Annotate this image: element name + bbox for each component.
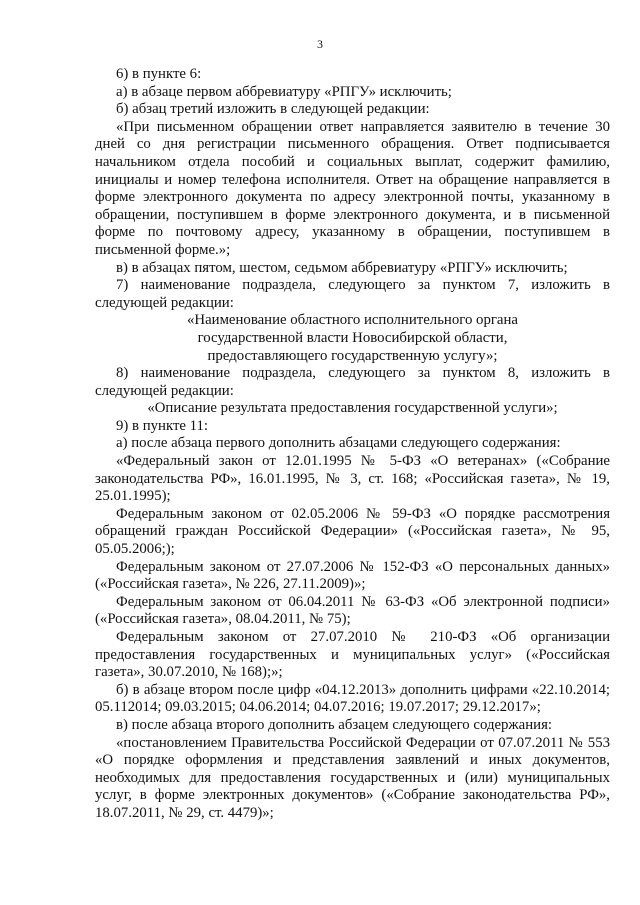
paragraph-law-public-services: Федеральным законом от 27.07.2010 № 210-ФЗ «Об организации предоставления государственных и муниципальных услуг» («Российская газета», 30.07.2010, № 168);»; xyxy=(95,629,610,681)
subsection-heading-result: «Описание результата предоставления государственной услуги»; xyxy=(147,400,558,417)
paragraph-law-e-signature: Федеральным законом от 06.04.2011 № 63-ФЗ «Об электронной подписи» («Российская газета», 08.04.2011, № 75); xyxy=(95,593,610,628)
paragraph-item-9: 9) в пункте 11: xyxy=(116,417,209,434)
paragraph-law-appeals: Федеральным законом от 02.05.2006 № 59-ФЗ «О порядке рассмотрения обращений граждан Российской Федерации» («Российская газета», № 95, 05.05.2006;); xyxy=(95,505,610,558)
paragraph-item-6b: б) абзац третий изложить в следующей редакции: xyxy=(116,101,430,118)
paragraph-item-9a: а) после абзаца первого дополнить абзацами следующего содержания: xyxy=(116,435,561,452)
document-body xyxy=(95,66,610,823)
heading-line: «Наименование областного исполнительного органа xyxy=(187,312,518,329)
paragraph-quote-written-appeal: «При письменном обращении ответ направляется заявителю в течение 30 дней со дня регистрации письменного обращения. Ответ подписывается начальником отдела пособий и социальных выплат, содержит фамилию, инициалы и номер телефона исполнителя. Ответ на обращение направляется в форме электронного документа по адресу электронной почты, указанному в обращении, поступившем в форме электронного документа, и в письменной форме по почтовому адресу, указанному в обращении, поступившем в письменной форме.»; xyxy=(95,118,610,258)
paragraph-item-9b: б) в абзаце втором после цифр «04.12.2013» дополнить цифрами «22.10.2014; 05.112014; 09.03.2015; 04.06.2014; 04.07.2016; 19.07.2017; 29.12.2017»; xyxy=(95,681,610,716)
page-number: 3 xyxy=(317,37,323,51)
paragraph-law-personal-data: Федеральным законом от 27.07.2006 № 152-ФЗ «О персональных данных» («Российская газета», № 226, 27.11.2009)»; xyxy=(95,558,610,593)
paragraph-item-6v: в) в абзацах пятом, шестом, седьмом аббревиатуру «РПГУ» исключить; xyxy=(116,259,568,276)
heading-line: предоставляющего государственную услугу»; xyxy=(207,347,498,364)
paragraph-law-veterans: «Федеральный закон от 12.01.1995 № 5-ФЗ «О ветеранах» («Собрание законодательства РФ», 16.01.1995, № 3, ст. 168; «Российская газета», № 19, 25.01.1995); xyxy=(95,453,610,505)
paragraph-item-7: 7) наименование подраздела, следующего за пунктом 7, изложить в следующей редакции: xyxy=(95,277,610,311)
paragraph-item-6: 6) в пункте 6: xyxy=(116,66,202,82)
paragraph-item-8: 8) наименование подраздела, следующего за пунктом 8, изложить в следующей редакции: xyxy=(95,365,610,399)
subsection-heading-authority xyxy=(95,312,610,365)
paragraph-item-9v: в) после абзаца второго дополнить абзацем следующего содержания: xyxy=(116,716,552,733)
paragraph-government-decree: «постановлением Правительства Российской Федерации от 07.07.2011 № 553 «О порядке оформления и представления заявлений и иных документов, необходимых для предоставления государственных и (или) муниципальных услуг, в форме электронных документов» («Собрание законодательства РФ», 18.07.2011, № 29, ст. 4479)»; xyxy=(95,734,610,821)
heading-line: государственной власти Новосибирской области, xyxy=(197,329,508,346)
paragraph-item-6a: а) в абзаце первом аббревиатуру «РПГУ» исключить; xyxy=(116,83,452,100)
